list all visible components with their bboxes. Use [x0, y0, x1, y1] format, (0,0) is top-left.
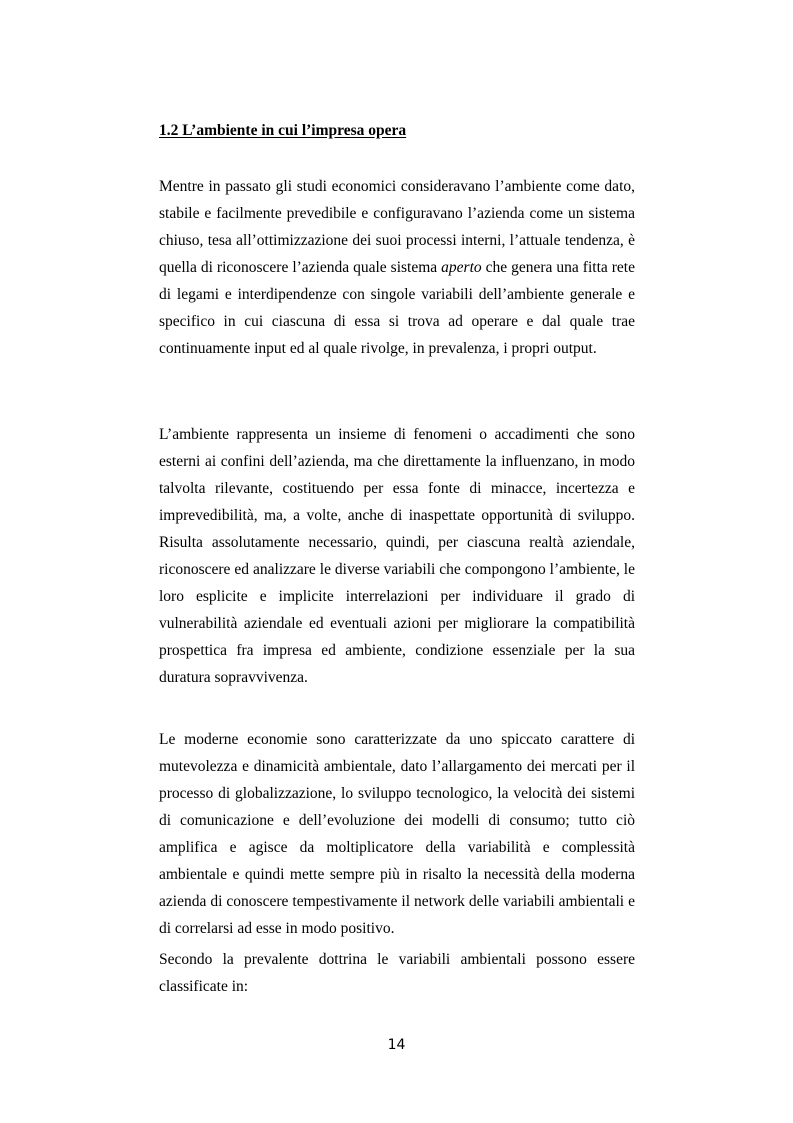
paragraph-3: Le moderne economie sono caratterizzate da uno spiccato carattere di mutevolezza e dinamicità ambientale, dato l’allargamento dei mercati per il processo di globalizzazione, lo sviluppo tecnologico, la velocità dei sistemi di comunicazione e dell’evoluzione dei modelli di consumo; tutto ciò amplifica e agisce da moltiplicatore della variabilità e complessità ambientale e quindi mette sempre più in risalto la necessità della moderna azienda di conoscere tempestivamente il network delle variabili ambientali e di correlarsi ad esse in modo positivo. [159, 731, 635, 937]
page-number: 14 [387, 1037, 406, 1053]
section-heading: 1.2 L’ambiente in cui l’impresa opera [159, 122, 407, 139]
paragraph-1-italic-word: aperto [441, 259, 482, 276]
paragraph-1 [159, 173, 635, 362]
paragraph-2: L’ambiente rappresenta un insieme di fenomeni o accadimenti che sono esterni ai confini dell’azienda, ma che direttamente la influenzano, in modo talvolta rilevante, costituendo per essa fonte di minacce, incertezza e imprevedibilità, ma, a volte, anche di inaspettate opportunità di sviluppo. Risulta assolutamente necessario, quindi, per ciascuna realtà aziendale, riconoscere ed analizzare le diverse variabili che compongono l’ambiente, le loro esplicite e implicite interrelazioni per individuare il grado di vulnerabilità aziendale ed eventuali azioni per migliorare la compatibilità prospettica fra impresa ed ambiente, condizione essenziale per la sua duratura sopravvivenza. [159, 426, 635, 686]
paragraph-1-text-before: Mentre in passato gli studi economici consideravano l’ambiente come dato, stabile e facilmente prevedibile e configuravano l’azienda come un sistema chiuso, tesa all’ottimizzazione dei suoi processi interni, l’attuale tendenza, è quella di riconoscere l’azienda quale sistema [159, 178, 635, 276]
paragraph-4: Secondo la prevalente dottrina le variabili ambientali possono essere classificate in: [159, 951, 635, 995]
paragraph-1-text-after: che genera una fitta rete di legami e interdipendenze con singole variabili dell’ambiente generale e specifico in cui ciascuna di essa si trova ad operare e dal quale trae continuamente input ed al quale rivolge, in prevalenza, i propri output. [159, 259, 635, 357]
